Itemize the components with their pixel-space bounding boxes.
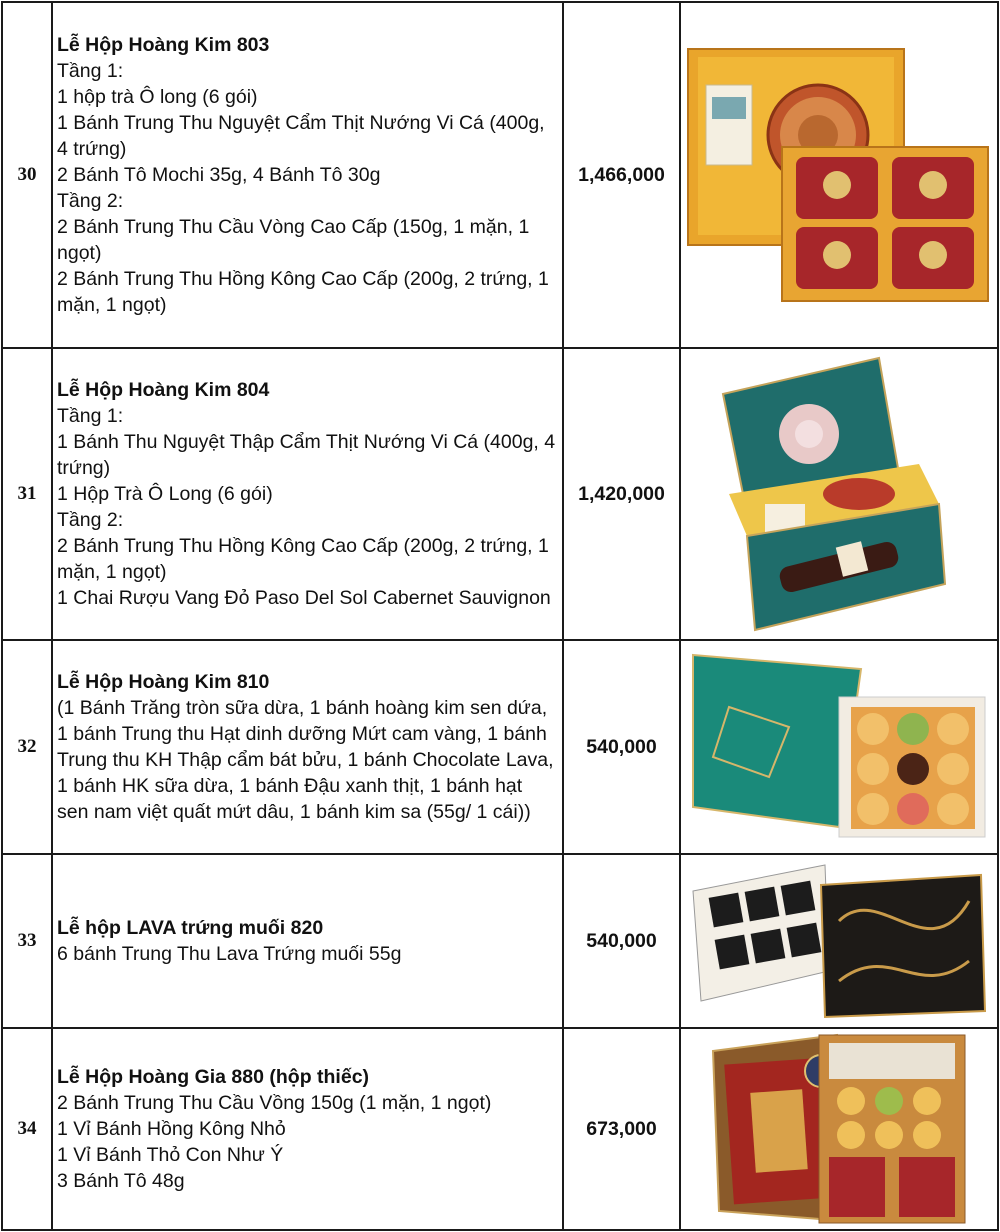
product-title: Lễ Hộp Hoàng Kim 810 bbox=[57, 671, 270, 693]
product-line: 1 Vỉ Bánh Thỏ Con Như Ý bbox=[57, 1144, 284, 1166]
row-number: 30 bbox=[2, 2, 52, 348]
product-image-cell bbox=[680, 2, 998, 348]
gift-box-image bbox=[684, 45, 994, 305]
product-line: 1 Hộp Trà Ô Long (6 gói) bbox=[57, 483, 273, 505]
product-line: 2 Bánh Trung Thu Hồng Kông Cao Cấp (200g, 2 trứng, 1 mặn, 1 ngọt) bbox=[57, 535, 549, 583]
product-line: 2 Bánh Trung Thu Cầu Vòng Cao Cấp (150g, 1 mặn, 1 ngọt) bbox=[57, 216, 530, 264]
product-description bbox=[52, 640, 563, 854]
row-number: 31 bbox=[2, 348, 52, 640]
product-title: Lễ Hộp Hoàng Kim 804 bbox=[57, 379, 270, 401]
product-title: Lễ Hộp Hoàng Kim 803 bbox=[57, 34, 270, 56]
product-image-cell bbox=[680, 1028, 998, 1230]
row-number: 32 bbox=[2, 640, 52, 854]
product-line: 2 Bánh Trung Thu Hồng Kông Cao Cấp (200g, 2 trứng, 1 mặn, 1 ngọt) bbox=[57, 268, 549, 316]
product-line: 3 Bánh Tô 48g bbox=[57, 1170, 185, 1192]
product-title: Lễ hộp LAVA trứng muối 820 bbox=[57, 917, 324, 939]
product-price-table bbox=[1, 1, 999, 1231]
product-description bbox=[52, 2, 563, 348]
product-price: 1,420,000 bbox=[563, 348, 680, 640]
product-price: 1,466,000 bbox=[563, 2, 680, 348]
product-line: 1 Bánh Trung Thu Nguyệt Cẩm Thịt Nướng Vi Cá (400g, 4 trứng) bbox=[57, 112, 545, 160]
product-line: Tầng 1: bbox=[57, 60, 124, 82]
product-image-cell bbox=[680, 640, 998, 854]
table-row bbox=[2, 2, 998, 348]
product-line: Tầng 2: bbox=[57, 509, 124, 531]
product-title: Lễ Hộp Hoàng Gia 880 (hộp thiếc) bbox=[57, 1066, 370, 1088]
row-number: 33 bbox=[2, 854, 52, 1028]
table-row bbox=[2, 854, 998, 1028]
product-image-cell bbox=[680, 854, 998, 1028]
gift-box-image bbox=[689, 861, 989, 1021]
table-row bbox=[2, 1028, 998, 1230]
product-line: (1 Bánh Trăng tròn sữa dừa, 1 bánh hoàng kim sen dứa, 1 bánh Trung thu Hạt dinh dưỡng Mứt cam vàng, 1 bánh Trung thu KH Thập cẩm bát bửu, 1 bánh Chocolate Lava, 1 bánh HK sữa dừa, 1 bánh Đậu xanh thịt, 1 bánh hạt sen nam việt quất mứt dâu, 1 bánh kim sa (55g/ 1 cái)) bbox=[57, 697, 554, 823]
product-image-cell bbox=[680, 348, 998, 640]
product-line: 2 Bánh Tô Mochi 35g, 4 Bánh Tô 30g bbox=[57, 164, 381, 186]
table-row bbox=[2, 348, 998, 640]
product-line: 1 hộp trà Ô long (6 gói) bbox=[57, 86, 258, 108]
product-line: Tầng 2: bbox=[57, 190, 124, 212]
product-line: Tầng 1: bbox=[57, 405, 124, 427]
product-line: 6 bánh Trung Thu Lava Trứng muối 55g bbox=[57, 943, 402, 965]
gift-box-image bbox=[689, 647, 989, 847]
product-price: 673,000 bbox=[563, 1028, 680, 1230]
product-price: 540,000 bbox=[563, 640, 680, 854]
gift-box-image bbox=[709, 1031, 969, 1227]
product-description bbox=[52, 348, 563, 640]
product-description bbox=[52, 854, 563, 1028]
row-number: 34 bbox=[2, 1028, 52, 1230]
table-row bbox=[2, 640, 998, 854]
product-line: 1 Vỉ Bánh Hồng Kông Nhỏ bbox=[57, 1118, 286, 1140]
gift-box-image bbox=[719, 354, 959, 634]
product-line: 1 Chai Rượu Vang Đỏ Paso Del Sol Cabernet Sauvignon bbox=[57, 587, 551, 609]
product-line: 1 Bánh Thu Nguyệt Thập Cẩm Thịt Nướng Vi Cá (400g, 4 trứng) bbox=[57, 431, 556, 479]
product-description bbox=[52, 1028, 563, 1230]
product-price: 540,000 bbox=[563, 854, 680, 1028]
product-line: 2 Bánh Trung Thu Cầu Vồng 150g (1 mặn, 1 ngọt) bbox=[57, 1092, 492, 1114]
